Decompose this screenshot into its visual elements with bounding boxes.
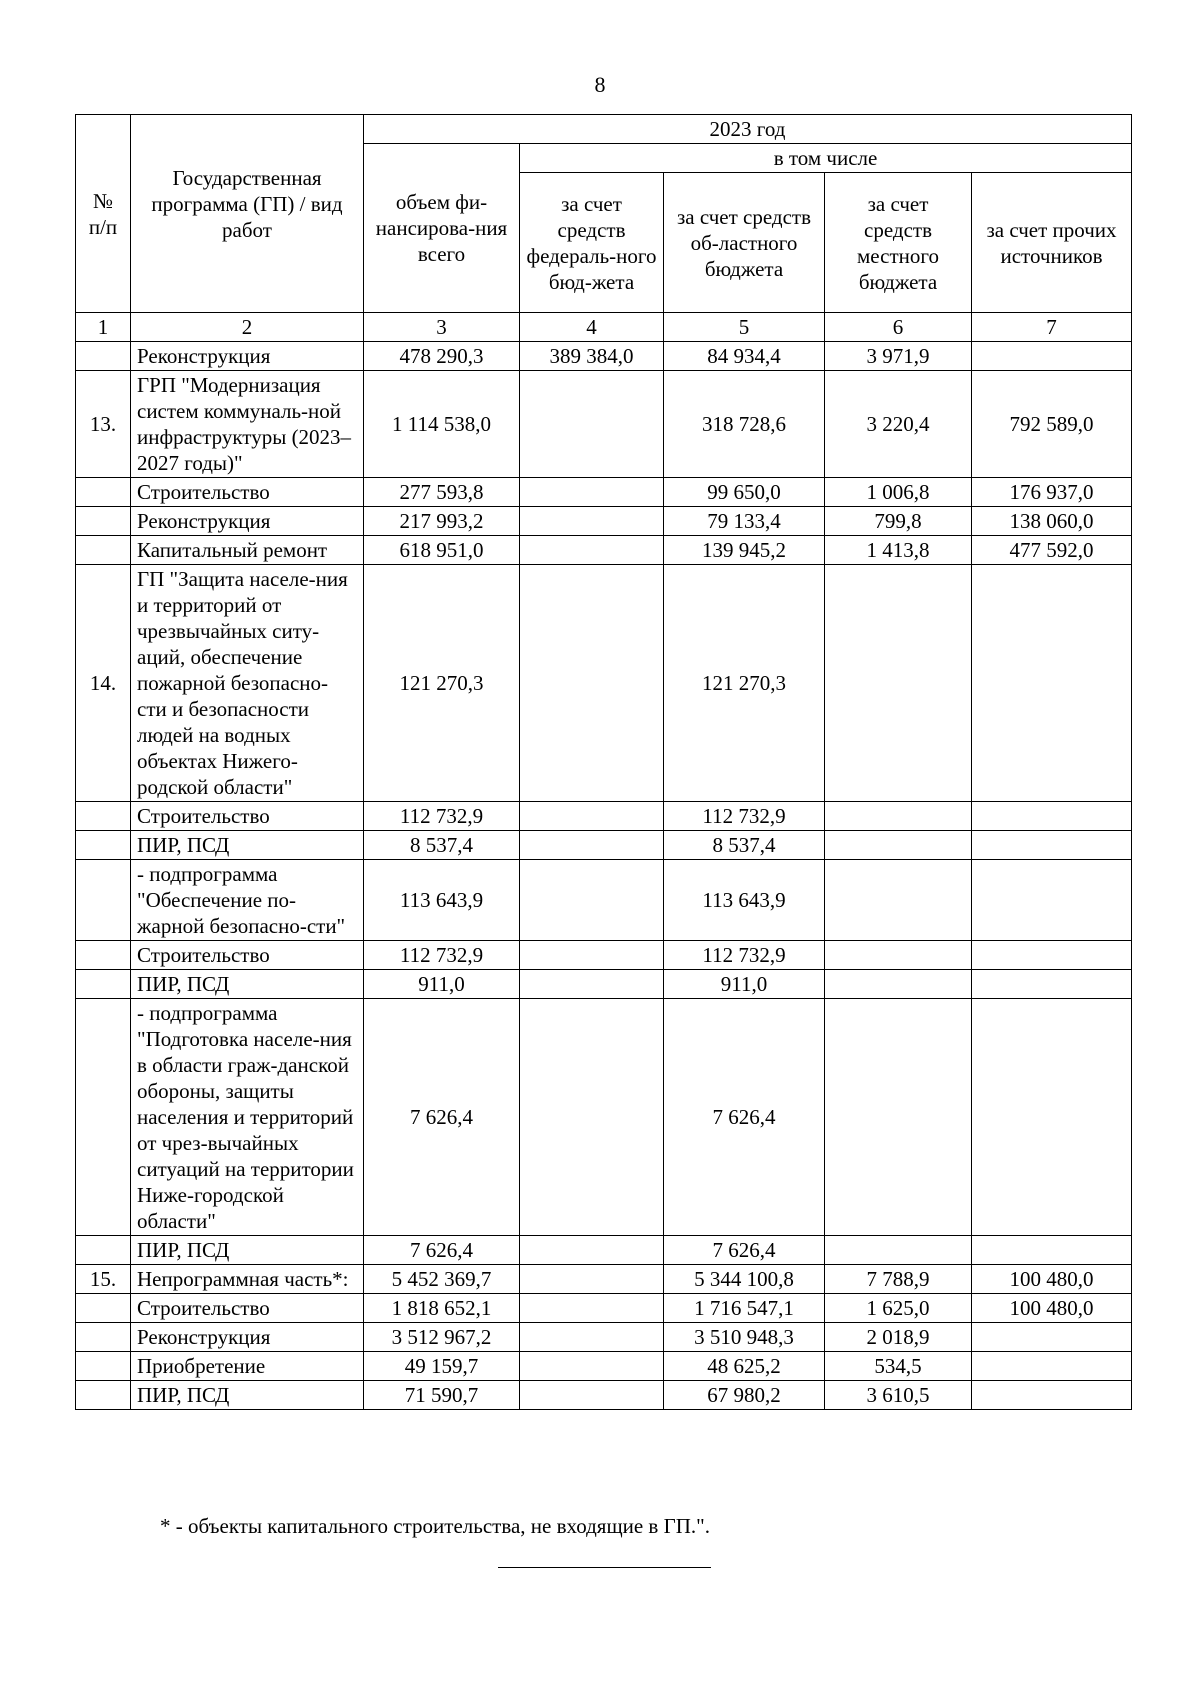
table-row	[76, 970, 1132, 999]
row-name: - подпрограмма "Подготовка населе-ния в области граж-данской обороны, защиты населения и территорий от чрез-вычайных ситуаций на территории Ниже-городской области"	[131, 999, 364, 1236]
cell-federal	[520, 371, 664, 478]
table-row	[76, 1265, 1132, 1294]
cell-total: 618 951,0	[364, 536, 520, 565]
cell-local: 2 018,9	[825, 1323, 972, 1352]
cell-other	[972, 1236, 1132, 1265]
footnote: * - объекты капитального строительства, не входящие в ГП.".	[160, 1514, 710, 1538]
col-number: 2	[131, 313, 364, 342]
cell-regional: 112 732,9	[664, 941, 825, 970]
cell-total: 8 537,4	[364, 831, 520, 860]
table-row	[76, 507, 1132, 536]
row-name: ПИР, ПСД	[131, 831, 364, 860]
cell-federal	[520, 970, 664, 999]
row-name: ГП "Защита населе-ния и территорий от чрезвычайных ситу-аций, обеспечение пожарной безопасно-сти и безопасности людей на водных объектах Нижего-родской области"	[131, 565, 364, 802]
row-number: 13.	[76, 371, 131, 478]
cell-regional: 112 732,9	[664, 802, 825, 831]
cell-federal	[520, 941, 664, 970]
table-row	[76, 565, 1132, 802]
cell-local: 3 971,9	[825, 342, 972, 371]
cell-local	[825, 970, 972, 999]
table-row	[76, 999, 1132, 1236]
table-row	[76, 802, 1132, 831]
cell-federal	[520, 1381, 664, 1410]
cell-local	[825, 941, 972, 970]
cell-regional: 113 643,9	[664, 860, 825, 941]
financing-table	[75, 114, 1132, 1410]
table-row	[76, 536, 1132, 565]
row-name: ПИР, ПСД	[131, 970, 364, 999]
cell-other: 100 480,0	[972, 1294, 1132, 1323]
table-row	[76, 1323, 1132, 1352]
row-number	[76, 1381, 131, 1410]
cell-local	[825, 999, 972, 1236]
row-name: Строительство	[131, 802, 364, 831]
cell-total: 112 732,9	[364, 802, 520, 831]
row-number	[76, 478, 131, 507]
cell-total: 1 114 538,0	[364, 371, 520, 478]
cell-regional: 7 626,4	[664, 999, 825, 1236]
cell-local: 1 625,0	[825, 1294, 972, 1323]
col-number: 7	[972, 313, 1132, 342]
cell-local: 534,5	[825, 1352, 972, 1381]
row-number	[76, 1323, 131, 1352]
row-name: Реконструкция	[131, 507, 364, 536]
row-name: Приобретение	[131, 1352, 364, 1381]
cell-other	[972, 970, 1132, 999]
table-row	[76, 860, 1132, 941]
cell-local: 1 006,8	[825, 478, 972, 507]
row-number	[76, 831, 131, 860]
cell-federal	[520, 1236, 664, 1265]
cell-total: 49 159,7	[364, 1352, 520, 1381]
row-number	[76, 536, 131, 565]
cell-other	[972, 802, 1132, 831]
row-number: 15.	[76, 1265, 131, 1294]
cell-other	[972, 1352, 1132, 1381]
cell-regional: 318 728,6	[664, 371, 825, 478]
cell-regional: 84 934,4	[664, 342, 825, 371]
cell-other	[972, 999, 1132, 1236]
row-number	[76, 1236, 131, 1265]
cell-other: 100 480,0	[972, 1265, 1132, 1294]
header-total: объем фи-нансирова-ния всего	[364, 144, 520, 313]
cell-total: 71 590,7	[364, 1381, 520, 1410]
cell-other	[972, 831, 1132, 860]
cell-local: 1 413,8	[825, 536, 972, 565]
row-number	[76, 970, 131, 999]
header-other: за счет прочих источников	[972, 173, 1132, 313]
header-program: Государственная программа (ГП) / вид работ	[131, 115, 364, 313]
cell-total: 5 452 369,7	[364, 1265, 520, 1294]
cell-other: 477 592,0	[972, 536, 1132, 565]
row-name: Строительство	[131, 941, 364, 970]
table-row	[76, 342, 1132, 371]
row-number	[76, 802, 131, 831]
row-name: Непрограммная часть*:	[131, 1265, 364, 1294]
row-number	[76, 342, 131, 371]
table-row	[76, 831, 1132, 860]
cell-federal	[520, 802, 664, 831]
cell-total: 7 626,4	[364, 1236, 520, 1265]
cell-regional: 7 626,4	[664, 1236, 825, 1265]
row-name: ГРП "Модернизация систем коммуналь-ной инфраструктуры (2023–2027 годы)"	[131, 371, 364, 478]
cell-federal	[520, 1294, 664, 1323]
cell-local: 3 610,5	[825, 1381, 972, 1410]
cell-total: 112 732,9	[364, 941, 520, 970]
cell-regional: 5 344 100,8	[664, 1265, 825, 1294]
cell-other	[972, 565, 1132, 802]
row-number	[76, 941, 131, 970]
cell-local	[825, 831, 972, 860]
cell-federal	[520, 1265, 664, 1294]
table-row	[76, 941, 1132, 970]
table-row	[76, 371, 1132, 478]
cell-total: 277 593,8	[364, 478, 520, 507]
table-row	[76, 1294, 1132, 1323]
header-local: за счет средств местного бюджета	[825, 173, 972, 313]
cell-total: 3 512 967,2	[364, 1323, 520, 1352]
cell-total: 911,0	[364, 970, 520, 999]
col-number: 6	[825, 313, 972, 342]
cell-total: 121 270,3	[364, 565, 520, 802]
cell-total: 113 643,9	[364, 860, 520, 941]
row-number	[76, 507, 131, 536]
cell-federal	[520, 999, 664, 1236]
cell-other: 792 589,0	[972, 371, 1132, 478]
table-row	[76, 478, 1132, 507]
cell-local: 7 788,9	[825, 1265, 972, 1294]
cell-federal	[520, 478, 664, 507]
cell-regional: 3 510 948,3	[664, 1323, 825, 1352]
cell-regional: 8 537,4	[664, 831, 825, 860]
cell-total: 7 626,4	[364, 999, 520, 1236]
row-number	[76, 1352, 131, 1381]
header-year: 2023 год	[364, 115, 1132, 144]
cell-federal	[520, 1352, 664, 1381]
cell-federal: 389 384,0	[520, 342, 664, 371]
row-number	[76, 1294, 131, 1323]
row-number	[76, 999, 131, 1236]
row-number: 14.	[76, 565, 131, 802]
cell-federal	[520, 831, 664, 860]
row-name: - подпрограмма "Обеспечение по-жарной безопасно-сти"	[131, 860, 364, 941]
row-name: Реконструкция	[131, 1323, 364, 1352]
col-number: 4	[520, 313, 664, 342]
page-number: 8	[594, 72, 606, 97]
cell-local: 3 220,4	[825, 371, 972, 478]
header-federal: за счет средств федераль-ного бюд-жета	[520, 173, 664, 313]
header-num: № п/п	[76, 115, 131, 313]
cell-total: 478 290,3	[364, 342, 520, 371]
header-including: в том числе	[520, 144, 1132, 173]
table-row	[76, 1352, 1132, 1381]
cell-federal	[520, 536, 664, 565]
cell-regional: 121 270,3	[664, 565, 825, 802]
cell-federal	[520, 860, 664, 941]
cell-other	[972, 1323, 1132, 1352]
cell-regional: 79 133,4	[664, 507, 825, 536]
row-name: Строительство	[131, 1294, 364, 1323]
cell-local	[825, 860, 972, 941]
header-regional: за счет средств об-ластного бюджета	[664, 173, 825, 313]
cell-regional: 67 980,2	[664, 1381, 825, 1410]
cell-total: 1 818 652,1	[364, 1294, 520, 1323]
row-name: Строительство	[131, 478, 364, 507]
cell-regional: 139 945,2	[664, 536, 825, 565]
col-number: 5	[664, 313, 825, 342]
row-name: Реконструкция	[131, 342, 364, 371]
cell-regional: 48 625,2	[664, 1352, 825, 1381]
row-name: ПИР, ПСД	[131, 1236, 364, 1265]
cell-local: 799,8	[825, 507, 972, 536]
cell-other	[972, 1381, 1132, 1410]
end-line	[498, 1567, 711, 1568]
cell-federal	[520, 565, 664, 802]
cell-regional: 99 650,0	[664, 478, 825, 507]
cell-regional: 1 716 547,1	[664, 1294, 825, 1323]
col-number: 3	[364, 313, 520, 342]
col-number: 1	[76, 313, 131, 342]
row-name: Капитальный ремонт	[131, 536, 364, 565]
cell-federal	[520, 1323, 664, 1352]
cell-federal	[520, 507, 664, 536]
table-row	[76, 1236, 1132, 1265]
cell-regional: 911,0	[664, 970, 825, 999]
cell-other	[972, 860, 1132, 941]
cell-local	[825, 1236, 972, 1265]
cell-other	[972, 342, 1132, 371]
row-name: ПИР, ПСД	[131, 1381, 364, 1410]
cell-other	[972, 941, 1132, 970]
header-row-year	[76, 115, 1132, 144]
column-numbers-row	[76, 313, 1132, 342]
cell-total: 217 993,2	[364, 507, 520, 536]
cell-other: 138 060,0	[972, 507, 1132, 536]
row-number	[76, 860, 131, 941]
cell-other: 176 937,0	[972, 478, 1132, 507]
cell-local	[825, 565, 972, 802]
table-row	[76, 1381, 1132, 1410]
cell-local	[825, 802, 972, 831]
